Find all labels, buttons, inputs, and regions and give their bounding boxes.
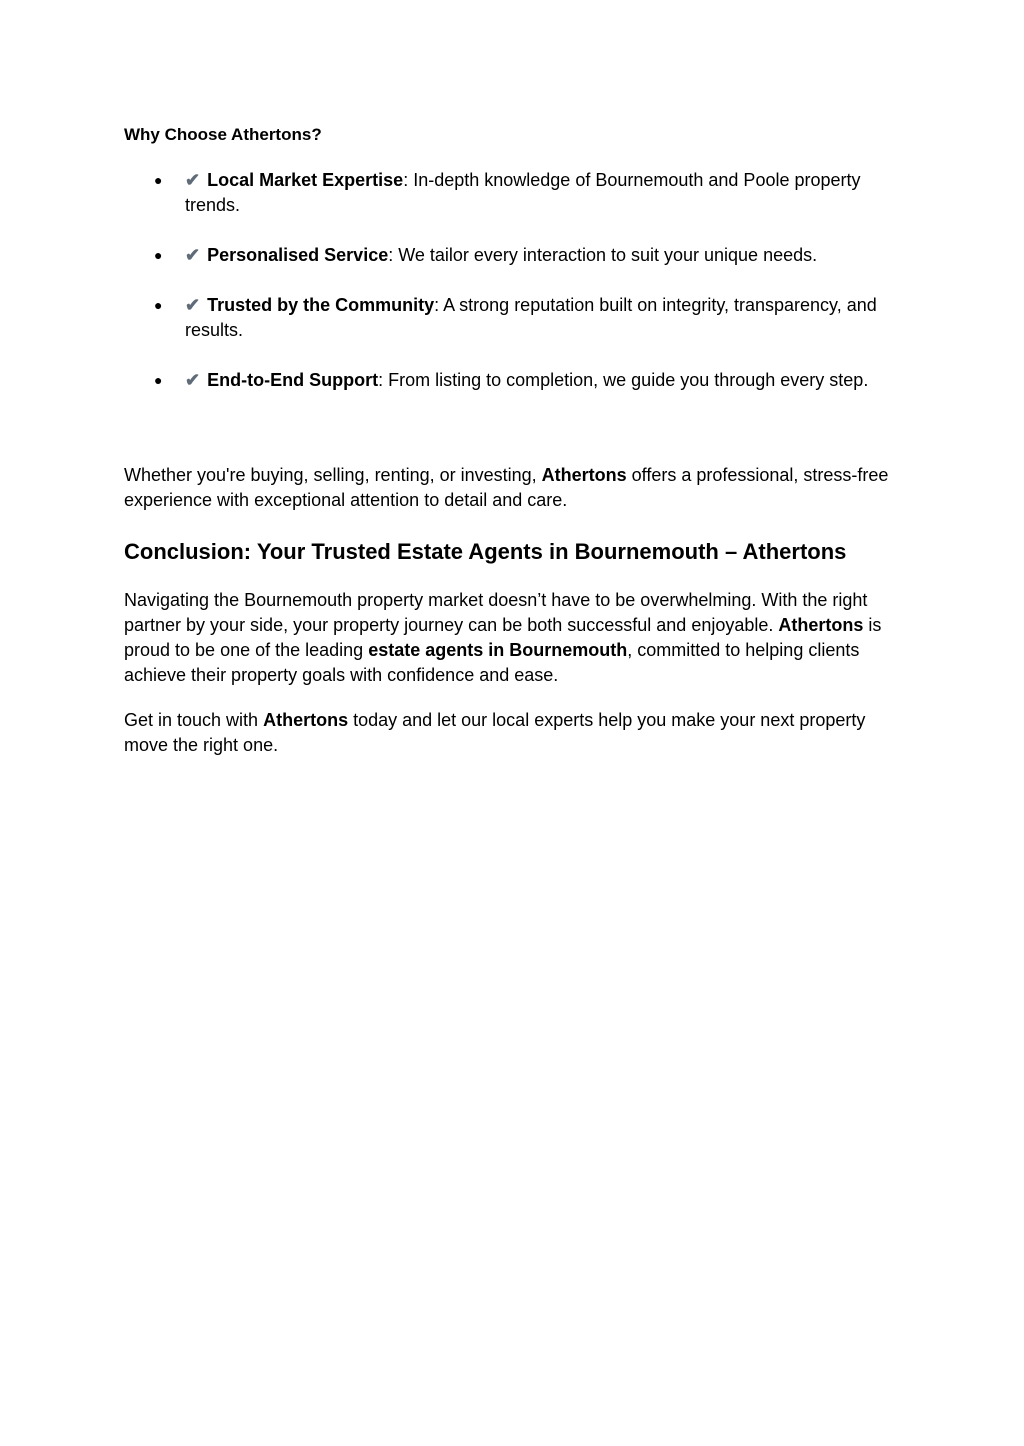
feature-item-local-market	[124, 168, 894, 218]
feature-title: Personalised Service	[207, 245, 389, 265]
conclusion-heading: Conclusion: Your Trusted Estate Agents in Bournemouth – Athertons	[124, 539, 847, 564]
brand-name: Athertons	[541, 465, 627, 485]
text-span: is proud to be one of the leading	[124, 615, 882, 660]
why-choose-heading: Why Choose Athertons?	[124, 125, 322, 144]
brand-name: Athertons	[263, 710, 349, 730]
conclusion-paragraph-2	[124, 708, 894, 758]
feature-item-end-to-end-support	[124, 368, 894, 393]
feature-text: : In-depth knowledge of Bournemouth and Poole property trends.	[185, 170, 861, 215]
text-span: , committed to helping clients achieve their property goals with confidence and ease.	[124, 640, 860, 685]
text-span: Navigating the Bournemouth property market doesn’t have to be overwhelming. With the right partner by your side, your property journey can be both successful and enjoyable.	[124, 590, 868, 635]
feature-title: Local Market Expertise	[207, 170, 404, 190]
feature-title: Trusted by the Community	[207, 295, 435, 315]
text-span: Whether you're buying, selling, renting, or investing,	[124, 465, 542, 485]
text-span: Get in touch with	[124, 710, 264, 730]
bullet-icon: ●	[154, 172, 163, 188]
feature-text: : A strong reputation built on integrity, transparency, and results.	[185, 295, 877, 340]
keyword-phrase: estate agents in Bournemouth	[368, 640, 628, 660]
text-span: offers a professional, stress-free experience with exceptional attention to detail and care.	[124, 465, 889, 510]
check-icon: ✔	[185, 245, 201, 265]
check-icon: ✔	[185, 370, 201, 390]
check-icon: ✔	[185, 295, 201, 315]
feature-item-trusted-community	[124, 293, 894, 343]
feature-text: : We tailor every interaction to suit your unique needs.	[388, 245, 818, 265]
why-closing-paragraph	[124, 463, 894, 513]
bullet-icon: ●	[154, 372, 163, 388]
brand-name: Athertons	[778, 615, 864, 635]
feature-title: End-to-End Support	[207, 370, 379, 390]
feature-item-personalised-service	[124, 243, 894, 268]
bullet-icon: ●	[154, 247, 163, 263]
feature-text: : From listing to completion, we guide you through every step.	[378, 370, 869, 390]
text-span: today and let our local experts help you make your next property move the right one.	[124, 710, 866, 755]
check-icon: ✔	[185, 170, 201, 190]
feature-list	[124, 168, 894, 418]
conclusion-paragraph-1	[124, 588, 894, 688]
bullet-icon: ●	[154, 297, 163, 313]
